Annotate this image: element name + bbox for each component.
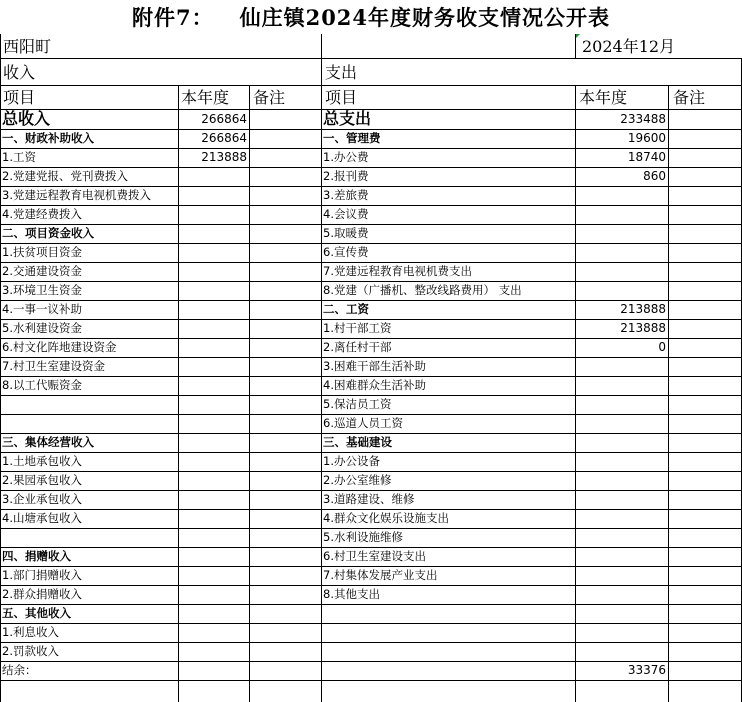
report-period: 2024年12月 (582, 37, 676, 56)
row-divider (0, 680, 742, 681)
income-item-label: 8.以工代赈资金 (2, 378, 82, 392)
income-item-label: 1.部门捐赠收入 (2, 568, 82, 582)
income-total-label: 总收入 (2, 109, 51, 128)
unit-name: 西阳町 (3, 37, 52, 56)
expense-item-label: 5.保洁员工资 (323, 397, 392, 411)
expense-total-amount: 233488 (620, 112, 666, 126)
expense-item-label: 4.困难群众生活补助 (323, 378, 426, 392)
income-item-label: 5.水利建设资金 (2, 321, 82, 335)
income-item-amount: 266864 (201, 131, 247, 145)
expense-item-label: 二、工资 (323, 302, 369, 316)
expense-item-label: 7.党建远程教育电视机费支出 (323, 264, 472, 278)
income-item-label: 2.交通建设资金 (2, 264, 82, 278)
income-total-amount: 266864 (201, 112, 247, 126)
expense-item-label: 1.办公设备 (323, 454, 380, 468)
expense-amount-header: 本年度 (579, 88, 628, 107)
income-amount-header: 本年度 (181, 88, 230, 107)
income-item-label: 1.工资 (2, 150, 36, 164)
expense-item-amount: 213888 (620, 321, 666, 335)
income-item-label: 2.罚款收入 (2, 644, 59, 658)
income-remark-header: 备注 (253, 88, 286, 107)
expense-item-label: 5.水利设施维修 (323, 530, 403, 544)
expense-item-label: 1.村干部工资 (323, 321, 392, 335)
expense-item-label: 7.村集体发展产业支出 (323, 568, 438, 582)
expense-item-label: 1.办公费 (323, 150, 369, 164)
expense-item-label: 5.取暖费 (323, 226, 369, 240)
expense-item-amount: 860 (643, 169, 666, 183)
column-divider (249, 85, 250, 702)
income-item-label: 三、集体经营收入 (2, 435, 94, 449)
column-divider (321, 34, 322, 702)
income-item-label: 五、其他收入 (2, 606, 71, 620)
income-item-label: 4.党建经费拨入 (2, 207, 82, 221)
expense-remark-header: 备注 (673, 88, 706, 107)
income-item-label: 4.一事一议补助 (2, 302, 82, 316)
expense-item-label: 三、基础建设 (323, 435, 392, 449)
row-divider (0, 58, 742, 59)
expense-item-amount: 19600 (627, 131, 666, 145)
title-prefix: 附件7： (131, 5, 214, 30)
income-item-label: 一、财政补助收入 (2, 131, 94, 145)
expense-item-label: 8.党建（广播机、整改线路费用） 支出 (323, 283, 522, 297)
column-divider (575, 34, 576, 58)
expense-item-label: 4.会议费 (323, 207, 369, 221)
balance-amount: 33376 (627, 663, 666, 677)
expense-item-label: 3.困难干部生活补助 (323, 359, 426, 373)
expense-item-label: 6.巡道人员工资 (323, 416, 403, 430)
income-section-label: 收入 (3, 63, 36, 82)
income-item-label: 1.扶贫项目资金 (2, 245, 82, 259)
income-item-label: 7.村卫生室建设资金 (2, 359, 105, 373)
expense-item-label: 一、管理费 (323, 131, 381, 145)
income-item-label: 3.党建远程教育电视机费拨入 (2, 188, 151, 202)
expense-item-label: 6.村卫生室建设支出 (323, 549, 426, 563)
expense-item-label: 3.差旅费 (323, 188, 369, 202)
income-item-label: 二、项目资金收入 (2, 226, 94, 240)
expense-item-header: 项目 (325, 88, 358, 107)
income-item-label: 3.企业承包收入 (2, 492, 82, 506)
income-item-label: 3.环境卫生资金 (2, 283, 82, 297)
income-item-label: 1.利息收入 (2, 625, 59, 639)
income-item-label: 1.土地承包收入 (2, 454, 82, 468)
income-item-header: 项目 (3, 88, 36, 107)
expense-item-label: 8.其他支出 (323, 587, 380, 601)
income-item-label: 4.山塘承包收入 (2, 511, 82, 525)
expense-item-label: 2.报刊费 (323, 169, 369, 183)
expense-item-label: 6.宣传费 (323, 245, 369, 259)
expense-item-amount: 0 (658, 340, 666, 354)
expense-item-label: 4.群众文化娱乐设施支出 (323, 511, 449, 525)
expense-total-label: 总支出 (323, 109, 372, 128)
income-item-label: 2.果园承包收入 (2, 473, 82, 487)
title-text: 仙庄镇2024年度财务收支情况公开表 (239, 5, 611, 30)
page-title (0, 2, 742, 34)
expense-item-amount: 213888 (620, 302, 666, 316)
income-item-label: 四、捐赠收入 (2, 549, 71, 563)
column-divider (668, 85, 669, 702)
balance-label: 结余： (2, 663, 37, 677)
expense-item-label: 2.办公室维修 (323, 473, 392, 487)
expense-section-label: 支出 (325, 63, 358, 82)
income-item-amount: 213888 (201, 150, 247, 164)
expense-item-label: 2.离任村干部 (323, 340, 392, 354)
income-item-label: 2.群众捐赠收入 (2, 587, 82, 601)
column-divider (0, 34, 1, 702)
income-item-label: 6.村文化阵地建设资金 (2, 340, 117, 354)
expense-item-amount: 18740 (627, 150, 666, 164)
column-divider (178, 85, 179, 702)
expense-item-label: 3.道路建设、维修 (323, 492, 415, 506)
income-item-label: 2.党建党报、党刊费拨入 (2, 169, 128, 183)
